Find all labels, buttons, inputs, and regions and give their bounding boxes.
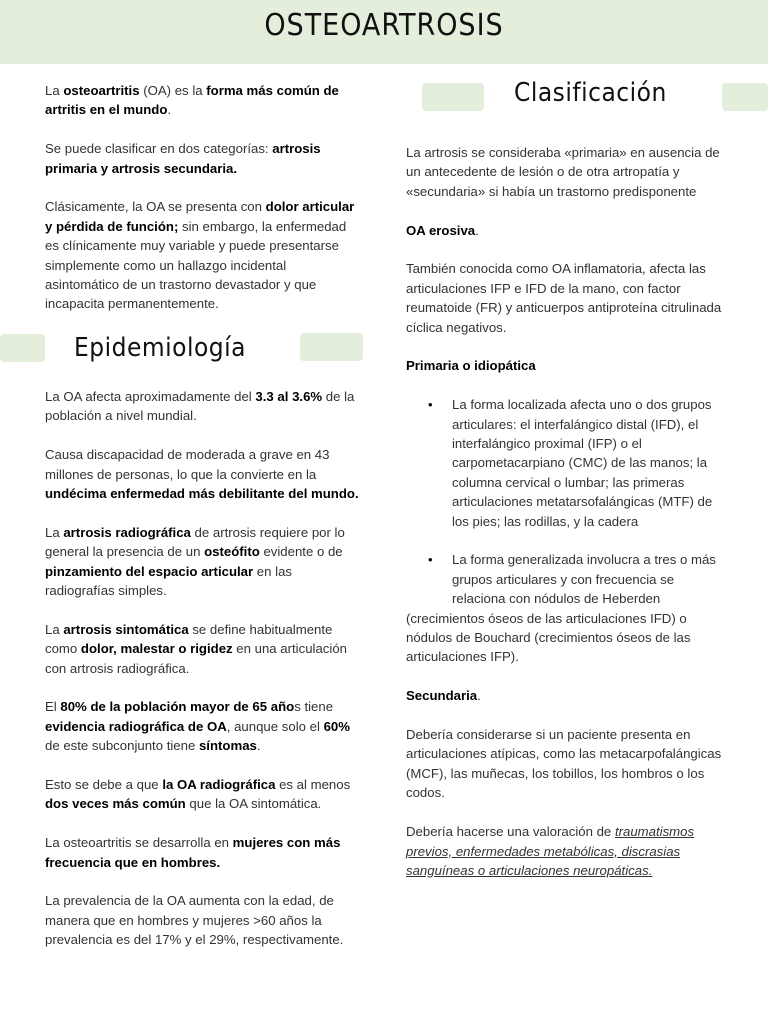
epidemiologia-paragraph-5: El 80% de la población mayor de 65 años tiene evidencia radiográfica de OA, aunque solo el 60% de este subconjunto tiene síntomas. <box>45 699 350 754</box>
valoracion-paragraph: Debería hacerse una valoración de traumatismos previos, enfermedades metabólicas, discrasias sanguíneas o articulaciones neuropáticas. <box>406 824 695 878</box>
intro-paragraph-1: La osteoartritis (OA) es la forma más común de artritis en el mundo. <box>45 83 339 118</box>
bullet-icon: • <box>428 397 433 413</box>
epidemiologia-paragraph-3: La artrosis radiográfica de artrosis requiere por lo general la presencia de un osteófito evidente o de pinzamiento del espacio articular en las radiografías simples. <box>45 524 345 599</box>
epidemiologia-pill-left <box>0 334 45 362</box>
primaria-label: Primaria o idiopática <box>406 358 536 374</box>
clasificacion-intro: La artrosis se consideraba «primaria» en ausencia de un antecedente de lesión o de otra artropatía y «secundaria» si había un trastorno predisponente <box>406 145 720 199</box>
clasificacion-pill-left <box>422 83 484 111</box>
intro-paragraph-2: Se puede clasificar en dos categorías: artrosis primaria y artrosis secundaria. <box>45 141 321 176</box>
erosiva-label: OA erosiva. <box>406 222 479 238</box>
epidemiologia-paragraph-4: La artrosis sintomática se define habitualmente como dolor, malestar o rigidez en una articulación con artrosis radiográfica. <box>45 621 347 676</box>
secundaria-label: Secundaria. <box>406 688 481 704</box>
intro-section <box>45 81 363 333</box>
list-item: • La forma generalizada involucra a tres o más grupos articulares y con frecuencia se relaciona con nódulos de Heberden (crecimientos óseos de las articulaciones IFD) o nódulos de Bouchard (crecimientos óseos de las articulaciones IFP). <box>406 552 716 665</box>
epidemiologia-heading: Epidemiología <box>74 333 246 363</box>
valoracion-note: traumatismos previos, enfermedades metabólicas, discrasias sanguíneas o articulaciones neuropáticas. <box>406 824 695 878</box>
epidemiologia-paragraph-6: Esto se debe a que la OA radiográfica es al menos dos veces más común que la OA sintomática. <box>45 777 351 812</box>
clasificacion-pill-right <box>722 83 768 111</box>
epidemiologia-paragraph-7: La osteoartritis se desarrolla en mujeres con más frecuencia que en hombres. <box>45 835 341 870</box>
intro-paragraph-3: Clásicamente, la OA se presenta con dolor articular y pérdida de función; sin embargo, la enfermedad es clínicamente muy variable y puede presentarse simplemente como un hallazgo incidental asintomático de un trastorno devastador y que incapacita permanentemente. <box>45 199 355 312</box>
clasificacion-section <box>406 143 726 900</box>
clasificacion-heading: Clasificación <box>514 78 667 108</box>
list-item: • La forma localizada afecta uno o dos grupos articulares: el interfalángico distal (IFD), el interfalángico proximal (IFP) o el carpometacarpiano (CMC) de las manos; la columna cervical o lumbar; las primeras articulaciones metatarsofalángicas (MTF) de los pies; las rodillas, y la cadera <box>428 397 713 529</box>
title-banner <box>0 0 768 64</box>
epidemiologia-paragraph-2: Causa discapacidad de moderada a grave en 43 millones de personas, lo que la convierte en la undécima enfermedad más debilitante del mundo. <box>45 447 359 502</box>
secundaria-text: Debería considerarse si un paciente presenta en articulaciones atípicas, como las metacarpofalángicas (MCF), las muñecas, los tobillos, los hombros o los codos. <box>406 727 722 801</box>
epidemiologia-paragraph-8: La prevalencia de la OA aumenta con la edad, de manera que en hombres y mujeres >60 años la prevalencia es del 17% y el 29%, respectivamente. <box>45 893 344 948</box>
page-title: OSTEOARTROSIS <box>264 8 504 43</box>
epidemiologia-paragraph-1: La OA afecta aproximadamente del 3.3 al 3.6% de la población a nivel mundial. <box>45 389 355 424</box>
bullet-icon: • <box>428 552 433 568</box>
epidemiologia-section <box>45 387 363 969</box>
erosiva-text: También conocida como OA inflamatoria, afecta las articulaciones IFP e IFD de la mano, con factor reumatoide (FR) y anticuerpos antiproteína citrulinada cíclica negativos. <box>406 261 722 335</box>
epidemiologia-pill-right <box>300 333 363 361</box>
primaria-bullet-list <box>406 395 726 667</box>
